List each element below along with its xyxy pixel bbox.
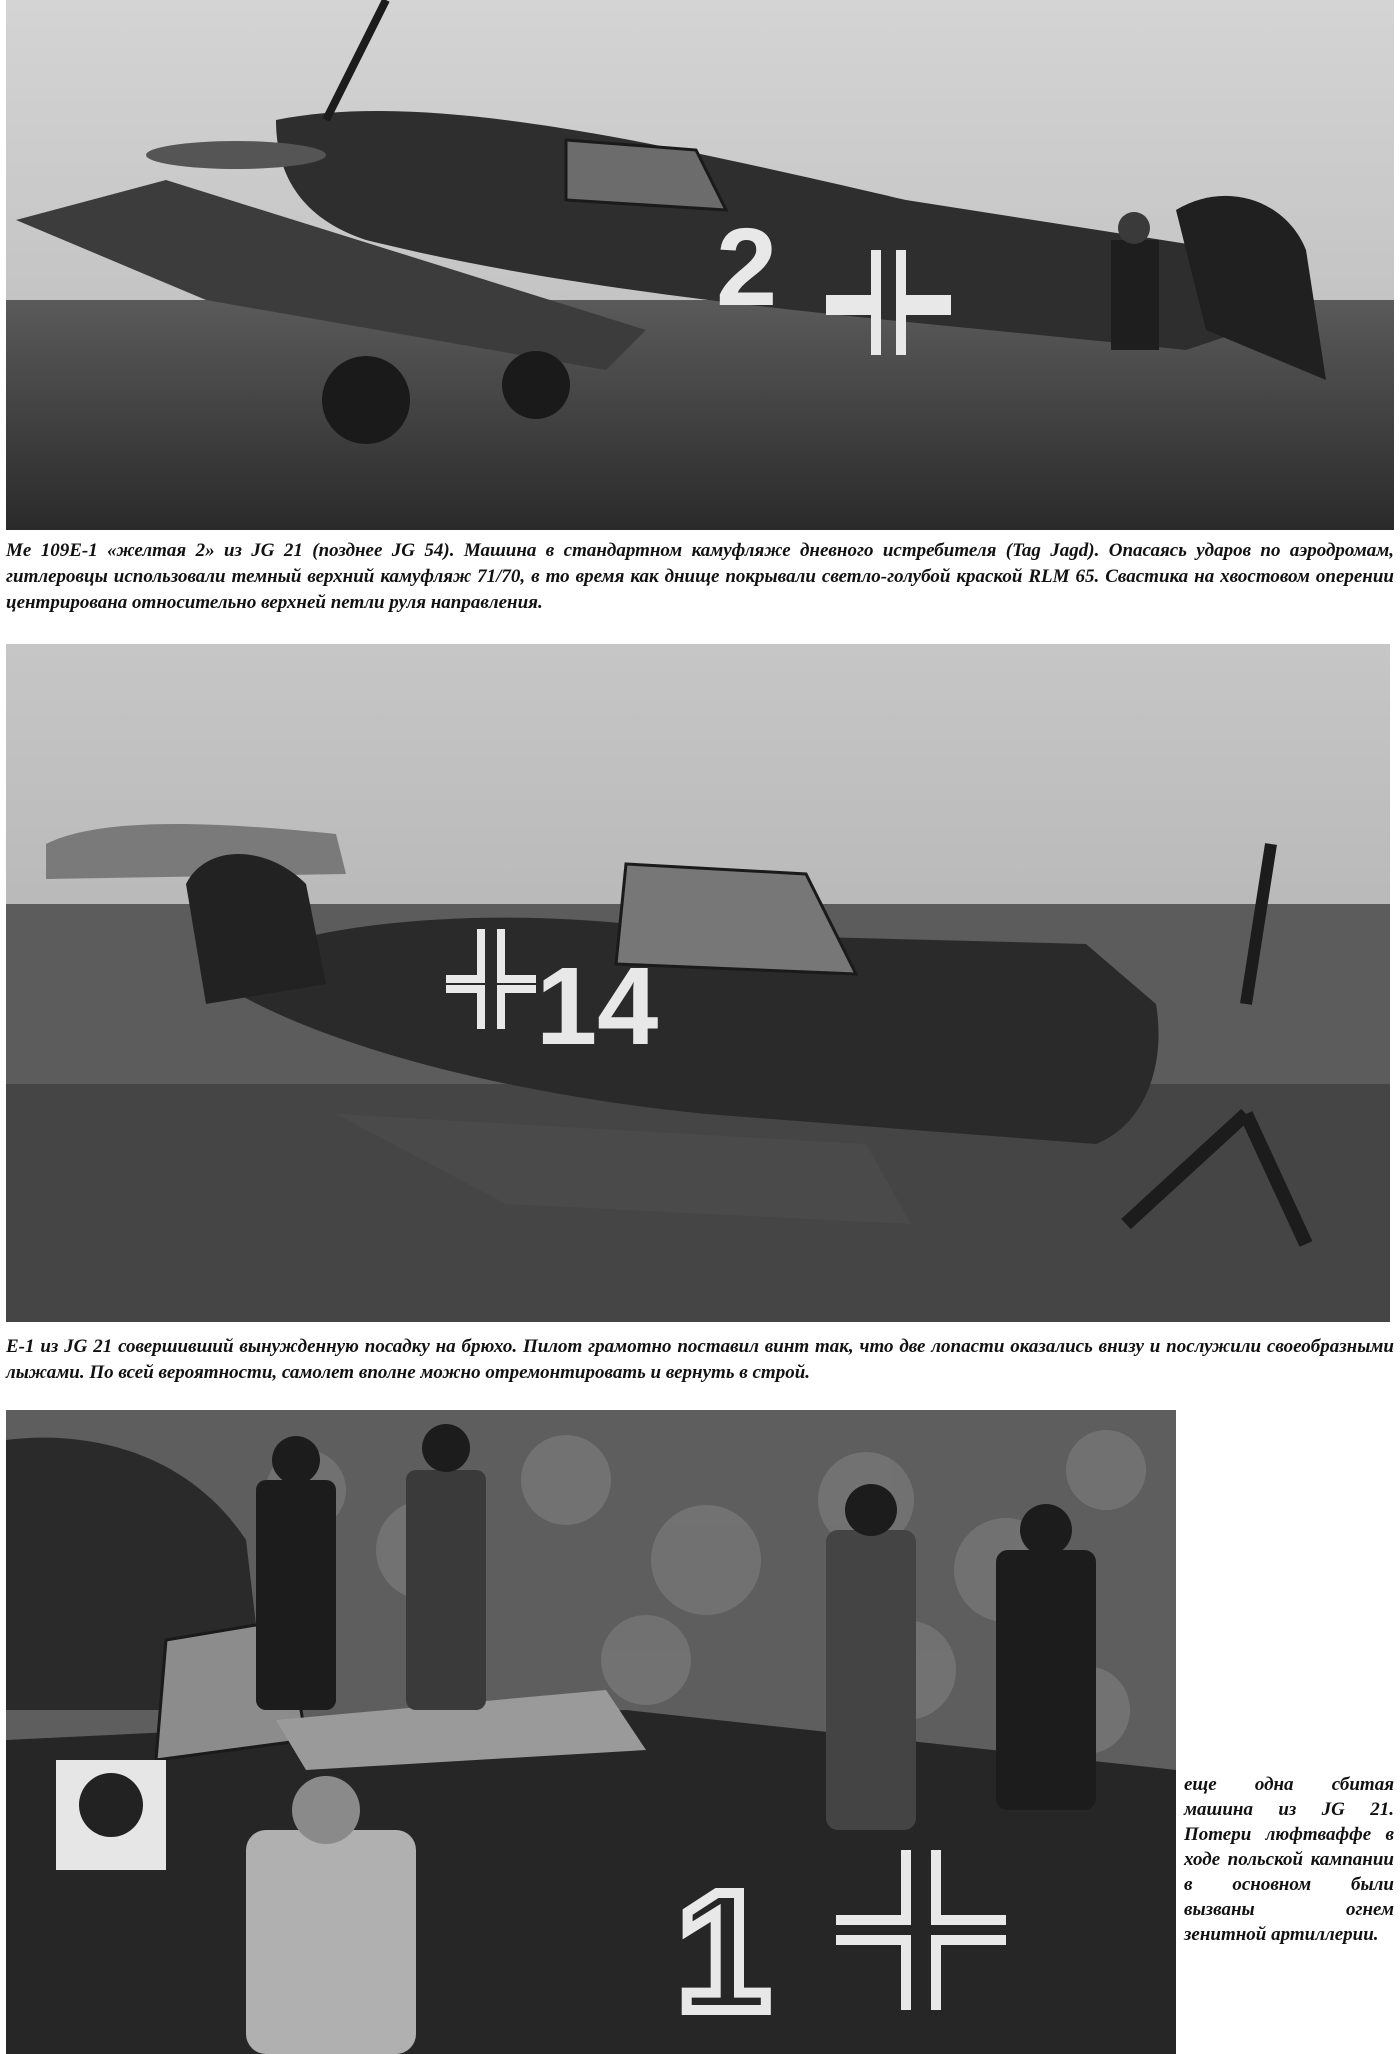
photo-belly-landed-14-aircraft [6,644,1390,1322]
photo-downed-1-aircraft-soldiers [6,1410,1176,2054]
caption-photo-2: Е-1 из JG 21 совершивший вынужденную посадку на брюхо. Пилот грамотно поставил винт так, что две лопасти оказались внизу и послужили своеобразными лыжами. По всей вероятности, самолет вполне можно отремонтировать и вернуть в строй. [6,1336,1394,1383]
marking-2: 2 [716,206,778,329]
photo-3-illustration [6,1410,1176,2054]
photo-1-illustration [6,0,1394,530]
caption-photo-3: еще одна сбитая машина из JG 21. Потери люфтваффе в ходе польской кампании в основном были вызваны огнем зенитной артиллерии. [1184,1774,1394,1945]
caption-photo-1: Me 109E-1 «желтая 2» из JG 21 (позднее JG 54). Машина в стандартном камуфляже дневного истребителя (Tag Jagd). Опасаясь ударов по аэродромам, гитлеровцы использовали темный верхний камуфляж 71/70, в то время как днище покрывали светло-голубой краской RLM 65. Свастика на хвостовом оперении центрирована относительно верхней петли руля направления. [6,540,1394,613]
marking-14: 14 [536,945,659,1068]
photo-yellow-2-aircraft [6,0,1394,530]
marking-1: 1 [676,1857,771,2047]
photo-2-illustration [6,644,1390,1322]
